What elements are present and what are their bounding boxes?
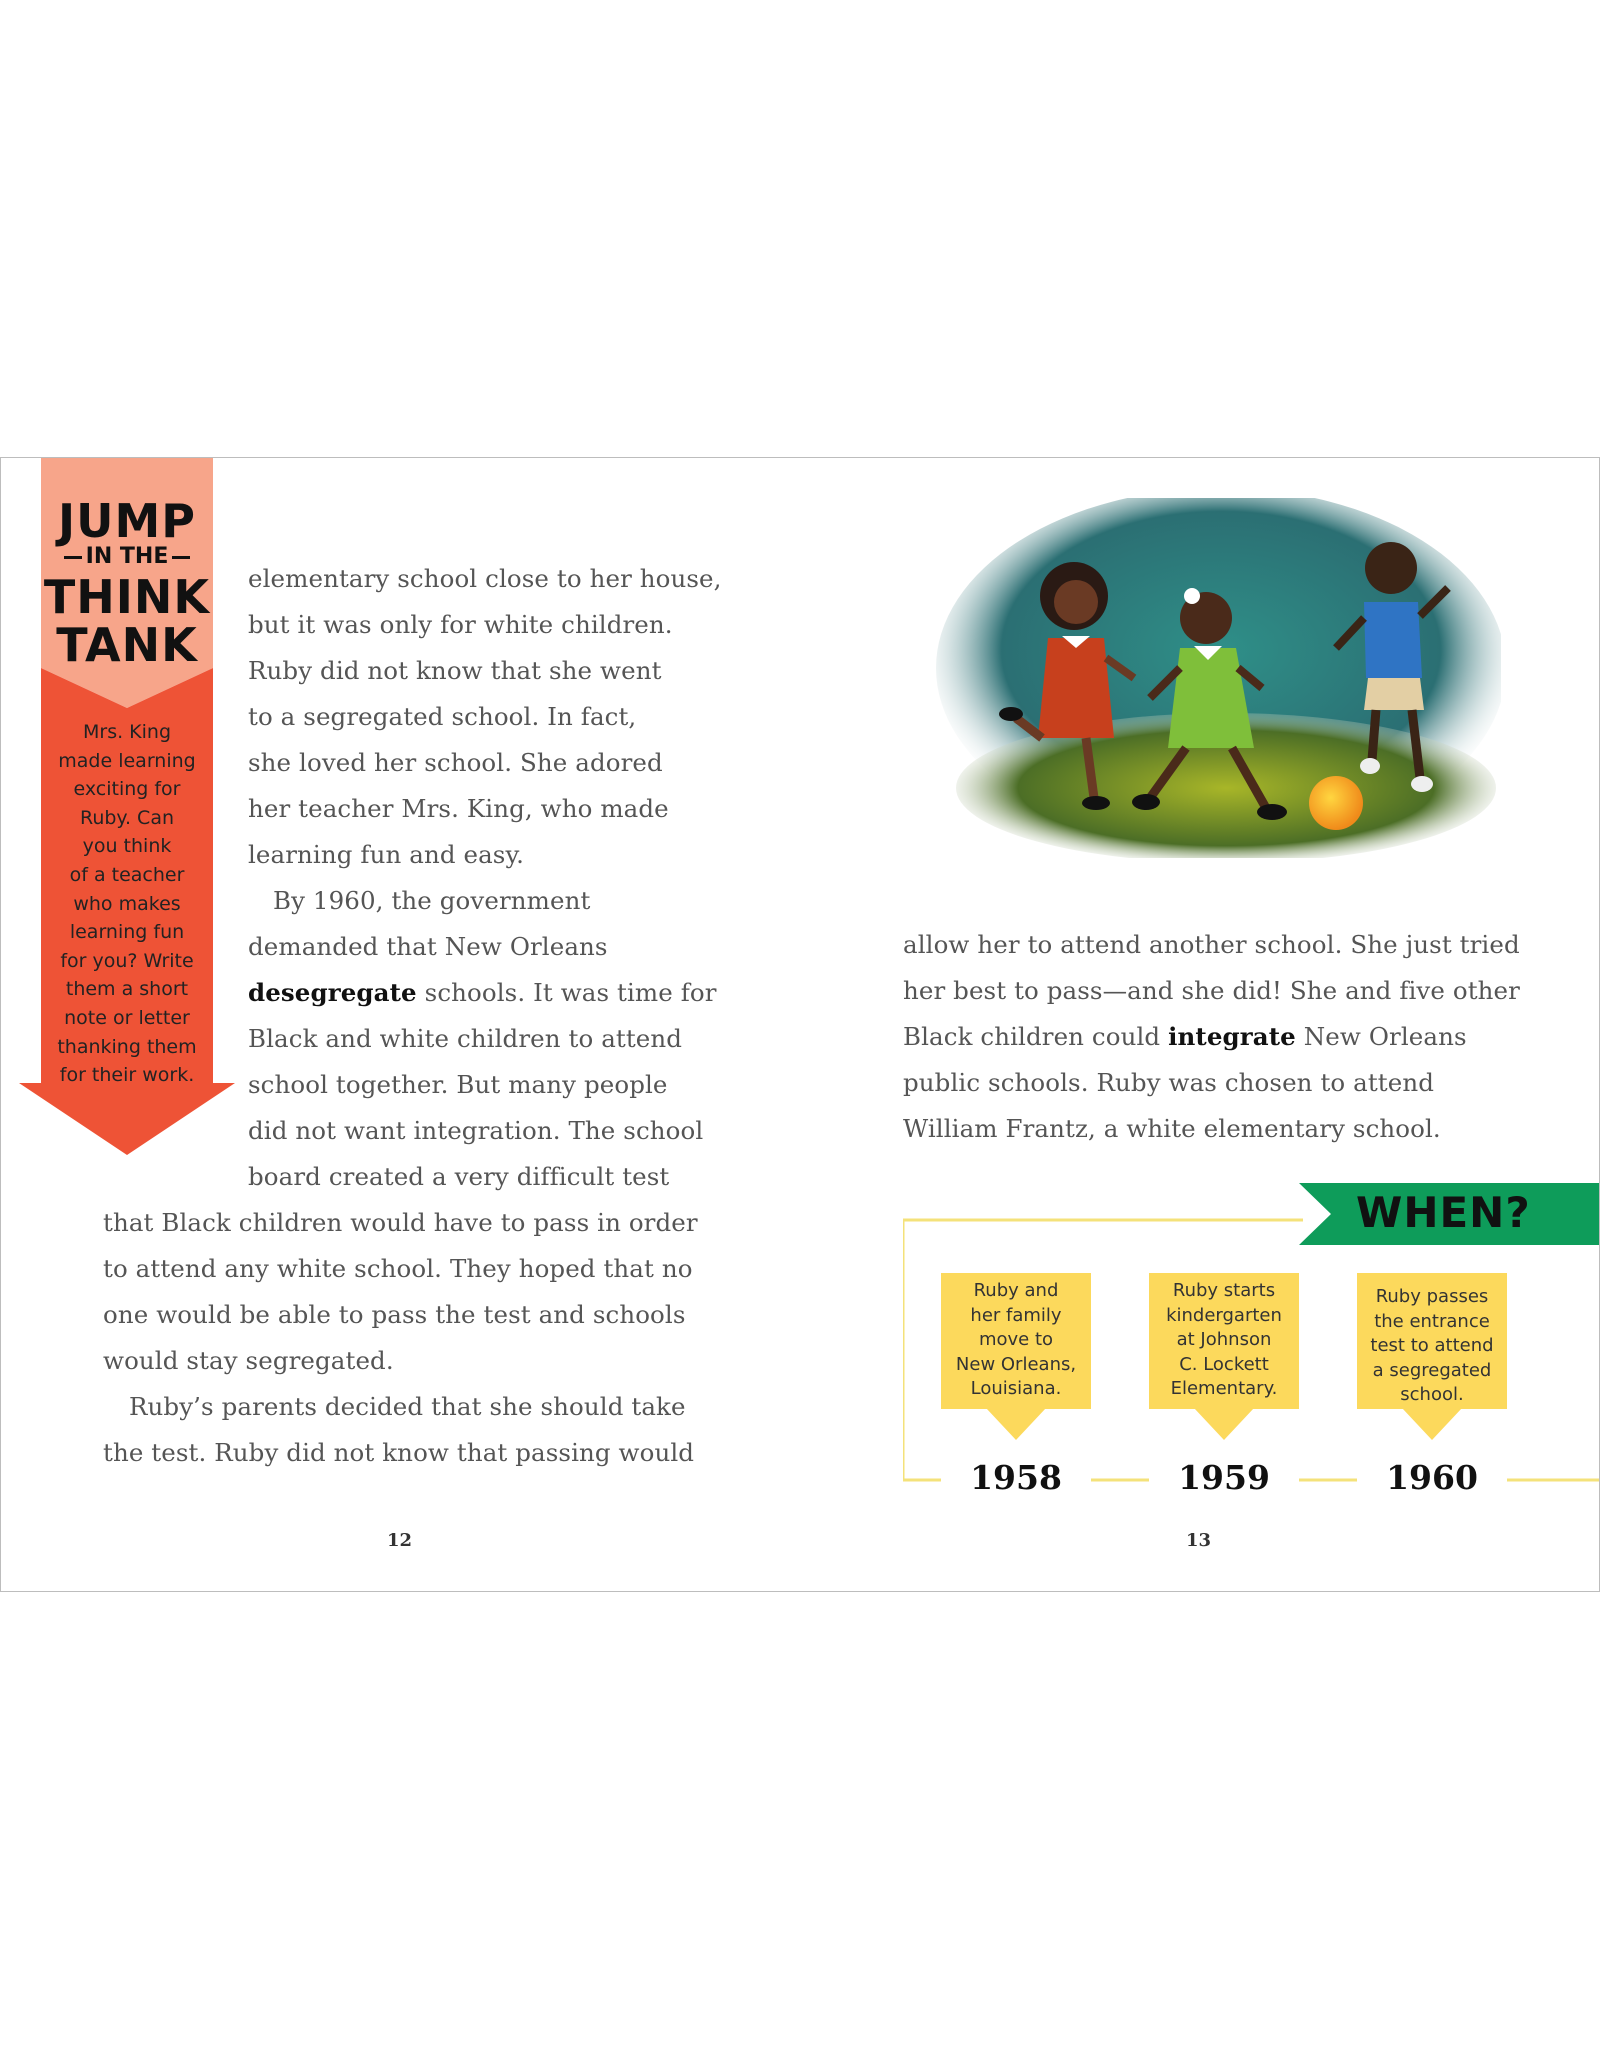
body-line: did not want integration. The school xyxy=(248,1116,704,1145)
timeline-event-pointer xyxy=(1194,1408,1254,1440)
body-line: to attend any white school. They hoped that no xyxy=(103,1254,693,1283)
event-text-line: Ruby passes xyxy=(1375,1286,1489,1307)
body-line: By 1960, the government xyxy=(273,886,591,915)
book-spread xyxy=(0,457,1600,1592)
event-text-line: Louisiana. xyxy=(970,1378,1062,1399)
page-number-left: 12 xyxy=(387,1530,413,1551)
body-line: would stay segregated. xyxy=(103,1346,394,1375)
body-line: allow her to attend another school. She just tried xyxy=(903,930,1520,959)
body-line: that Black children would have to pass in order xyxy=(103,1208,698,1237)
think-tank-question xyxy=(41,718,213,1090)
question-line: made learning xyxy=(58,749,196,772)
body-line: Ruby did not know that she went xyxy=(248,656,662,685)
event-text-line: test to attend xyxy=(1370,1335,1494,1356)
event-text-line: Ruby and xyxy=(973,1280,1059,1301)
question-line: Ruby. Can xyxy=(79,806,175,829)
timeline-event-box xyxy=(1357,1273,1507,1409)
think-tank-title-jump: JUMP xyxy=(58,494,196,548)
event-text-line: kindergarten xyxy=(1166,1304,1282,1326)
event-text-line: Ruby starts xyxy=(1172,1280,1276,1301)
body-line: her teacher Mrs. King, who made xyxy=(248,794,669,823)
question-line: you think xyxy=(82,835,172,858)
question-line: learning fun xyxy=(69,921,185,944)
body-line: Ruby’s parents decided that she should take xyxy=(129,1392,686,1421)
body-line: board created a very difficult test xyxy=(248,1162,670,1191)
event-text-line: a segregated xyxy=(1372,1359,1492,1381)
timeline-year: 1959 xyxy=(1149,1458,1299,1497)
timeline-event-box xyxy=(941,1273,1091,1409)
timeline-year: 1958 xyxy=(941,1458,1091,1497)
yellow-ball xyxy=(1309,776,1363,830)
body-line: elementary school close to her house, xyxy=(248,564,722,593)
body-line: public schools. Ruby was chosen to attend xyxy=(903,1068,1434,1097)
body-line-desegregate xyxy=(248,978,717,1007)
question-line: for their work. xyxy=(59,1064,195,1087)
timeline-event-pointer xyxy=(986,1408,1046,1440)
when-heading: WHEN? xyxy=(1356,1188,1531,1237)
bold-term-integrate: integrate xyxy=(1168,1022,1296,1051)
event-text-line: C. Lockett xyxy=(1179,1353,1269,1375)
body-line: one would be able to pass the test and schools xyxy=(103,1300,686,1329)
body-line-text: New Orleans xyxy=(1303,1022,1467,1051)
question-line: Mrs. King xyxy=(82,721,172,743)
body-line: her best to pass—and she did! She and five other xyxy=(903,976,1520,1005)
event-text-line: her family xyxy=(970,1304,1062,1326)
event-text-line: school. xyxy=(1400,1384,1464,1405)
body-line: demanded that New Orleans xyxy=(248,932,608,961)
question-line: exciting for xyxy=(73,778,181,801)
body-line: William Frantz, a white elementary school. xyxy=(903,1114,1441,1143)
body-line: but it was only for white children. xyxy=(248,610,673,639)
timeline-event-pointer xyxy=(1402,1408,1462,1440)
bold-term-desegregate: desegregate xyxy=(248,978,417,1007)
event-text-line: Elementary. xyxy=(1170,1378,1278,1399)
question-line: who makes xyxy=(73,892,181,915)
event-text-line: the entrance xyxy=(1374,1310,1490,1332)
question-line: of a teacher xyxy=(69,863,185,886)
question-line: for you? Write xyxy=(60,949,194,972)
timeline-event-box xyxy=(1149,1273,1299,1409)
body-line: school together. But many people xyxy=(248,1070,668,1099)
event-text-line: New Orleans, xyxy=(955,1353,1077,1375)
event-text-line: at Johnson xyxy=(1176,1329,1272,1350)
body-line: to a segregated school. In fact, xyxy=(248,702,637,731)
think-tank-title-tank: TANK xyxy=(56,618,198,672)
question-line: thanking them xyxy=(57,1035,197,1058)
think-tank-title-in-the-text: IN THE xyxy=(85,544,169,569)
body-line: Black and white children to attend xyxy=(248,1024,683,1053)
body-line: the test. Ruby did not know that passing would xyxy=(103,1438,695,1467)
body-line-text: schools. It was time for xyxy=(424,978,717,1007)
children-playing-illustration xyxy=(936,498,1501,858)
body-line: she loved her school. She adored xyxy=(248,748,663,777)
event-text-line: move to xyxy=(978,1329,1054,1350)
body-line-text: Black children could xyxy=(903,1022,1161,1051)
page-number-right: 13 xyxy=(1186,1530,1212,1551)
timeline-year: 1960 xyxy=(1357,1458,1507,1497)
body-line: learning fun and easy. xyxy=(248,840,525,869)
question-line: them a short xyxy=(65,978,189,1001)
think-tank-title-in-the xyxy=(41,544,213,569)
question-line: note or letter xyxy=(64,1006,190,1029)
think-tank-title-think: THINK xyxy=(43,570,211,624)
body-line-integrate xyxy=(903,1022,1467,1051)
